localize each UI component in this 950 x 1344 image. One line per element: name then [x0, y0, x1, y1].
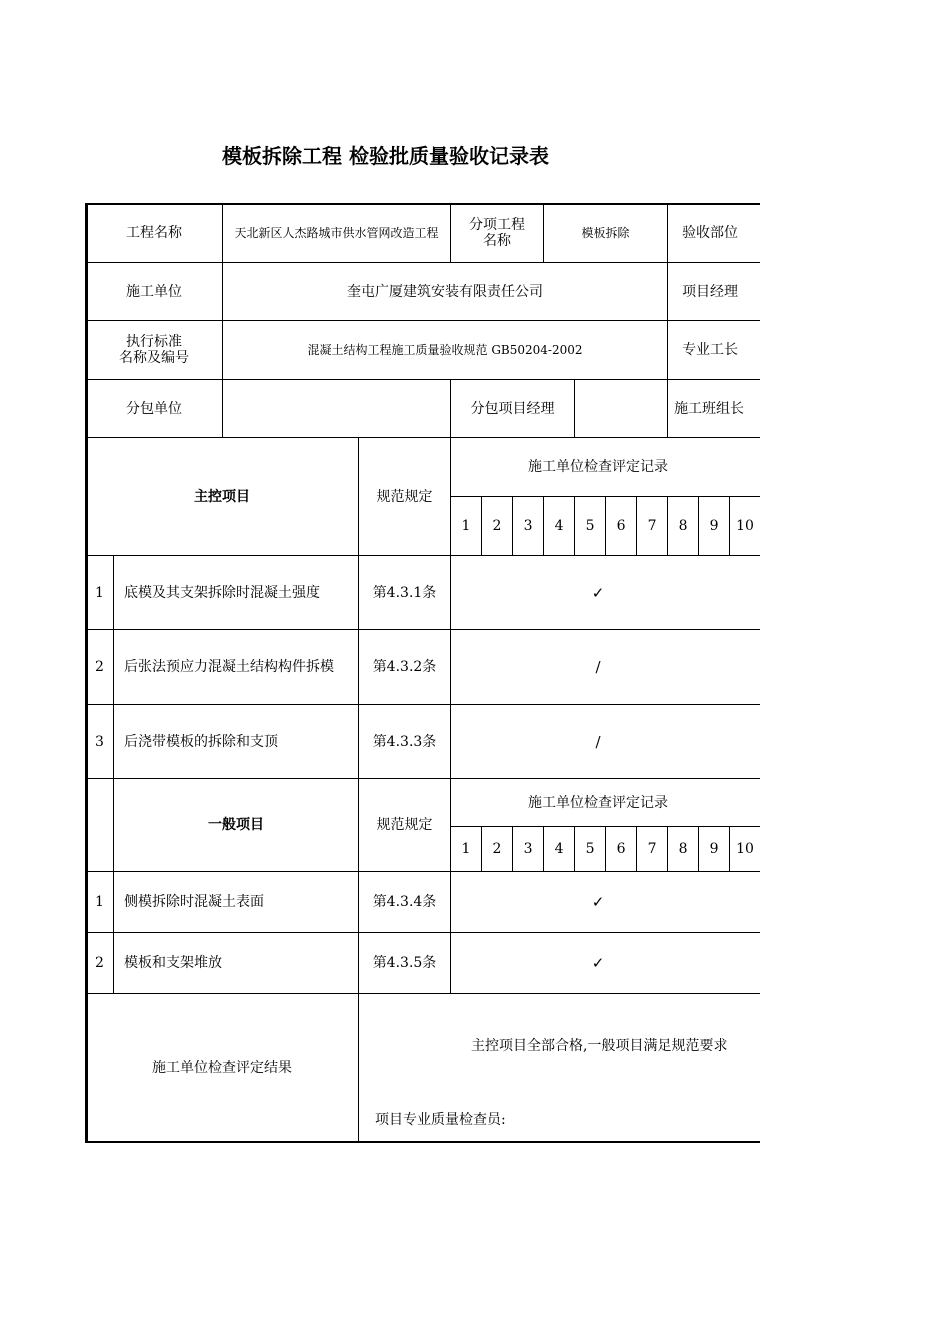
general-col-4: 4 — [544, 827, 575, 872]
general-record-label: 施工单位检查评定记录 — [451, 779, 760, 827]
main-col-6: 6 — [606, 497, 637, 556]
inspector-label: 项目专业质量检查员: — [375, 1112, 506, 1128]
subitem-value: 模板拆除 — [544, 204, 668, 263]
sub-pm-label: 分包项目经理 — [451, 380, 575, 438]
table-row — [86, 630, 761, 705]
item-result: ✓ — [451, 556, 760, 630]
item-result: / — [451, 705, 760, 779]
main-col-1: 1 — [451, 497, 482, 556]
result-conclusion: 主控项目全部合格,一般项目满足规范要求 — [471, 1038, 728, 1054]
standard-label-line2: 名称及编号 — [119, 350, 189, 366]
main-col-8: 8 — [668, 497, 699, 556]
main-spec-label: 规范规定 — [359, 438, 451, 556]
table-border-top — [85, 203, 760, 205]
general-col-8: 8 — [668, 827, 699, 872]
general-col-9: 9 — [699, 827, 730, 872]
item-name: 后浇带模板的拆除和支顶 — [114, 705, 359, 779]
table-border-left — [85, 203, 88, 1143]
item-result: ✓ — [451, 872, 760, 933]
general-col-2: 2 — [482, 827, 513, 872]
contractor-label: 施工单位 — [86, 263, 223, 321]
general-spec-label: 规范规定 — [359, 779, 451, 872]
table-border-bottom — [85, 1141, 760, 1143]
item-name: 模板和支架堆放 — [114, 933, 359, 994]
item-no: 2 — [86, 933, 114, 994]
item-clause: 第4.3.5条 — [359, 933, 451, 994]
item-clause: 第4.3.1条 — [359, 556, 451, 630]
project-name-label: 工程名称 — [86, 204, 223, 263]
page-title: 模板拆除工程 检验批质量验收记录表 — [222, 144, 549, 168]
general-col-10: 10 — [730, 827, 760, 872]
main-col-5: 5 — [575, 497, 606, 556]
sub-pm-value — [575, 380, 668, 438]
result-label: 施工单位检查评定结果 — [86, 994, 359, 1143]
item-clause: 第4.3.3条 — [359, 705, 451, 779]
general-col-7: 7 — [637, 827, 668, 872]
inspection-table — [85, 203, 760, 1143]
main-col-9: 9 — [699, 497, 730, 556]
general-label: 一般项目 — [114, 779, 359, 872]
item-clause: 第4.3.4条 — [359, 872, 451, 933]
project-manager-label: 项目经理 — [668, 263, 760, 321]
item-name: 底模及其支架拆除时混凝土强度 — [114, 556, 359, 630]
item-name: 后张法预应力混凝土结构构件拆模 — [114, 630, 359, 705]
foreman-label: 专业工长 — [668, 321, 760, 380]
main-col-3: 3 — [513, 497, 544, 556]
item-no: 1 — [86, 872, 114, 933]
main-control-label: 主控项目 — [86, 438, 359, 556]
main-col-7: 7 — [637, 497, 668, 556]
subitem-label: 分项工程名称 — [451, 204, 544, 263]
team-leader-label: 施工班组长 — [668, 380, 760, 438]
table-row — [86, 933, 761, 994]
main-col-4: 4 — [544, 497, 575, 556]
general-col-1: 1 — [451, 827, 482, 872]
table-row — [86, 556, 761, 630]
item-clause: 第4.3.2条 — [359, 630, 451, 705]
item-name: 侧模拆除时混凝土表面 — [114, 872, 359, 933]
acceptance-part-label: 验收部位 — [668, 204, 760, 263]
general-col-3: 3 — [513, 827, 544, 872]
general-col-6: 6 — [606, 827, 637, 872]
table-row — [86, 872, 761, 933]
standard-value: 混凝土结构工程施工质量验收规范 GB50204-2002 — [223, 321, 668, 380]
item-no: 2 — [86, 630, 114, 705]
standard-label — [86, 321, 223, 380]
main-record-label: 施工单位检查评定记录 — [451, 438, 760, 497]
general-col-5: 5 — [575, 827, 606, 872]
subcontractor-label: 分包单位 — [86, 380, 223, 438]
standard-label-line1: 执行标准 — [126, 334, 182, 350]
table-row — [86, 705, 761, 779]
project-name-value: 天北新区人杰路城市供水管网改造工程 — [223, 204, 451, 263]
item-result: / — [451, 630, 760, 705]
item-no: 1 — [86, 556, 114, 630]
main-col-2: 2 — [482, 497, 513, 556]
subcontractor-value — [223, 380, 451, 438]
item-result: ✓ — [451, 933, 760, 994]
item-no: 3 — [86, 705, 114, 779]
result-cell — [359, 994, 761, 1143]
contractor-value: 奎屯广厦建筑安装有限责任公司 — [223, 263, 668, 321]
main-col-10: 10 — [730, 497, 760, 556]
